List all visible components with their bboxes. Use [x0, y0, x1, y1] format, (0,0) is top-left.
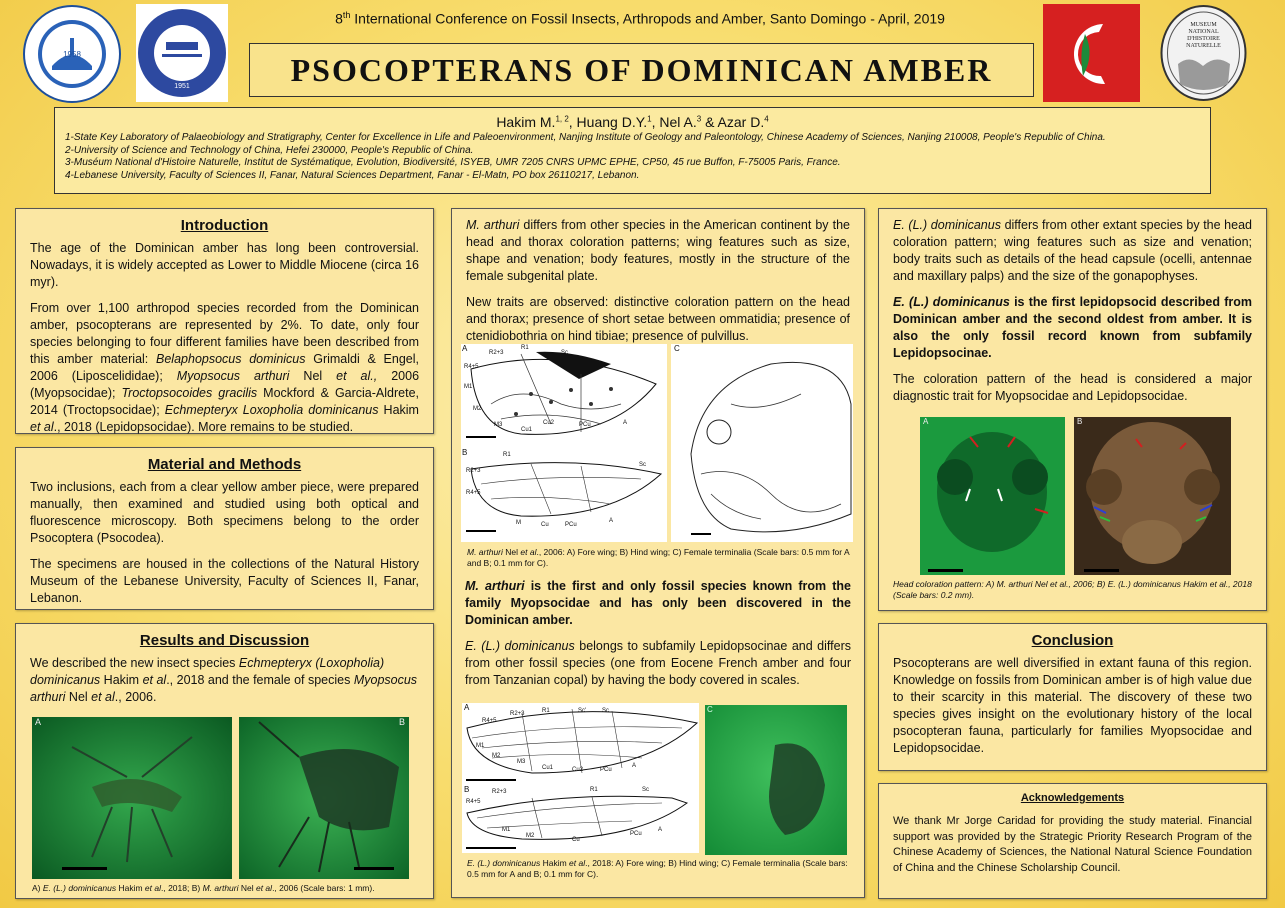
fig1-label-cu2: Cu2: [543, 420, 555, 426]
fig2-label-m3: M3: [517, 759, 526, 765]
fig1-label-b-cu: Cu: [541, 522, 549, 528]
fig2-label-sc1: Sc': [578, 708, 587, 714]
middle-p3: M. arthuri is the first and only fossil species known from the family Myopsocidae and has only been discovered in the Dominican amber.: [465, 579, 852, 627]
affiliation-4: 4-Lebanese University, Faculty of Sciences II, Fanar, Natural Sciences Department, Fanar - El-Matn, PO box 26110217, Lebanon.: [65, 169, 640, 181]
introduction-p1: The age of the Dominican amber has long been controversial. Nowadays, it is widely accepted as Lower to Middle Miocene (circa 16 myr).: [30, 241, 419, 289]
affiliation-3: 3-Muséum National d'Histoire Naturelle, Institut de Systématique, Evolution, Biodiversité, ISYEB, UMR 7205 CNRS UPMC EPHE, CP50, 45 rue Buffon, F-75005 Paris, France.: [65, 157, 841, 168]
fig2-label-b-r23: R2+3: [492, 789, 507, 795]
fig2-label-m1: M1: [476, 743, 485, 749]
amber-photo-a: [32, 717, 232, 879]
fig2-label-cu2: Cu2: [572, 767, 584, 773]
lepidopsocid-wing-drawings: [462, 703, 699, 853]
conference-line: 8th International Conference on Fossil Insects, Arthropods and Amber, Santo Domingo - April, 2019: [335, 10, 945, 27]
fig1-label-b-sc: Sc: [639, 462, 647, 468]
fig1-caption: M. arthuri Nel et al., 2006: A) Fore wing; B) Hind wing; C) Female terminalia (Scale bars: 0.5 mm for A and B; 0.1 mm for C).: [467, 547, 850, 568]
author-list: Hakim M.$^{1, 2}$, Huang D.Y.$^1$, Nel A.$^3$ & Azar D.$^4$: [496, 114, 769, 130]
fig2-label-m2: M2: [492, 753, 501, 759]
fig1-label-m1: M1: [464, 384, 473, 390]
myopsocus-wing-drawings: [461, 344, 667, 542]
head-photo-b-label: B: [1077, 417, 1083, 426]
fig2-label-b-m1: M1: [502, 827, 511, 833]
fig2-label-r23: R2+3: [510, 711, 525, 717]
fig1-label-b-r45: R4+5: [466, 490, 481, 496]
mnhn-line-1: MUSEUM: [1190, 22, 1217, 28]
conclusion-p: Psocopterans are well diversified in extant fauna of this region. Knowledge on fossils from Dominican amber is of high value due to their scarcity in this material. The discovery of these two species gives insight on the evolutionary history of the local psocopteran fauna, particularly for families Myopsocidae and Lepidopsocidae.: [893, 656, 1252, 755]
fig2-label-b-pcu: PCu: [630, 831, 642, 837]
fig1-label-c: C: [674, 344, 680, 353]
conclusion-panel: [878, 623, 1267, 771]
fig2-label-c: C: [707, 705, 713, 714]
acknowledgements-panel: [878, 783, 1267, 899]
methods-panel: [15, 447, 434, 610]
ustc-logo-year: 1958: [63, 50, 81, 59]
fig2-caption: E. (L.) dominicanus Hakim et al., 2018: A) Fore wing; B) Hind wing; C) Female terminalia (Scale bars: 0.5 mm for A and B; 0.1 mm for C).: [467, 858, 848, 879]
results-p1: We described the new insect species Echmepteryx (Loxopholia) dominicanus Hakim et al., 2018 and the female of species Myopsocus arthuri Nel et al., 2006.: [30, 656, 418, 704]
authors-box: [54, 107, 1211, 194]
fig2-label-cu1: Cu1: [542, 765, 554, 771]
head-photo-a: [920, 417, 1065, 575]
fig2-label-b-cu: Cu: [572, 837, 580, 843]
amber-photo-a-label: A: [35, 717, 42, 727]
myopsocus-terminalia-drawing: [671, 344, 853, 542]
fig2-label-b: B: [464, 785, 470, 794]
acknowledgements-heading: Acknowledgements: [1020, 792, 1125, 804]
middle-p2: New traits are observed: distinctive coloration pattern on the head and thorax; presence of short setae between ommatidia; presence of ctenidiobothria on hind tibiae; presence of pulvillus.: [466, 295, 850, 343]
amber-photo-b: [239, 717, 409, 879]
methods-p1: Two inclusions, each from a clear yellow amber piece, were prepared manually, then examined and studied using both optical and fluorescence microscopy. Both specimens belong to the order Psocoptera (Psocodea).: [30, 480, 419, 545]
fig1-label-m2: M2: [473, 406, 482, 412]
amber-photo-b-label: B: [398, 717, 405, 727]
fig1-label-b-pcu: PCu: [565, 522, 577, 528]
introduction-heading: Introduction: [180, 217, 269, 234]
mnhn-line-4: NATURELLE: [1186, 43, 1221, 49]
lebanese-university-logo: [1043, 4, 1140, 102]
methods-p2: The specimens are housed in the collections of the Natural History Museum of the Lebanese University, Faculty of Sciences II, Fanar, Lebanon.: [30, 557, 419, 605]
middle-p1: M. arthuri differs from other species in the American continent by the head and thorax coloration patterns; wing features such as size, shape and venation; body features, mostly in the structure of the female subgenital plate.: [466, 218, 850, 283]
right-p1: E. (L.) dominicanus differs from other extant species by the head coloration pattern; wing features such as size and venation; body traits such as details of the head capsule (ocelli, antennae and maxillary palps) and the size of the gonapophyses.: [893, 218, 1252, 283]
right-p2: E. (L.) dominicanus is the first lepidopsocid described from Dominican amber and the second oldest from amber. It is also the only fossil record known from subfamily Lepidopsocinae.: [893, 295, 1252, 360]
conclusion-heading: Conclusion: [1031, 632, 1114, 649]
mnhn-line-2: NATIONAL: [1188, 29, 1219, 35]
middle-text-lower: [465, 578, 851, 689]
results-heading: Results and Discussion: [139, 632, 310, 649]
fig1-label-sc: Sc: [561, 350, 569, 356]
fig1-label-b-r23: R2+3: [466, 468, 481, 474]
introduction-panel: [15, 208, 434, 434]
mnhn-logo: [1160, 4, 1247, 102]
right-p3: The coloration pattern of the head is considered a major diagnostic trait for Myopsocidae and Lepidopsocidae.: [893, 372, 1252, 403]
fig2-label-a: A: [464, 703, 470, 712]
head-figure-caption: Head coloration pattern: A) M. arthuri Nel et al., 2006; B) E. (L.) dominicanus Hakim et al., 2018 (Scale bars: 0.2 mm).: [893, 579, 1252, 600]
fig1-label-pcu: PCu: [579, 422, 591, 428]
fig2-label-b-r1: R1: [590, 787, 598, 793]
fig2-label-sc: Sc: [602, 708, 610, 714]
ustc-logo: [22, 4, 122, 104]
fig1-label-r23: R2+3: [489, 350, 504, 356]
head-photo-b: [1074, 417, 1231, 575]
fig2-label-r1: R1: [542, 708, 550, 714]
lepidopsocid-terminalia-photo: [705, 705, 847, 855]
fig2-label-b-m2: M2: [526, 833, 535, 839]
fig1-label-r45: R4+5: [464, 364, 479, 370]
introduction-p2: From over 1,100 arthropod species recorded from the Dominican amber, psocopterans are represented by 2%. To date, only four species belonging to four different families have been described from this amber material: Belaphopsocus dominicus Grimaldi & Engel, 2006 (Liposcelididae); Myopsocus arthuri Nel et al., 2006 (Myopsocidae); Troctopsocoides gracilis Mockford & Garcia-Aldrete, 2014 (Troctopsocidae); Echmepteryx Loxopholia dominicanus Hakim et al., 2018 (Lepidopsocidae). More remains to be studied.: [30, 301, 420, 434]
fig1-label-a: A: [462, 344, 468, 353]
fig2-label-r45: R4+5: [482, 718, 497, 724]
fig1-label-b-a: A: [609, 518, 614, 524]
fig2-label-a-vein: A: [632, 763, 637, 769]
methods-heading: Material and Methods: [147, 456, 302, 473]
fig1-label-a-vein: A: [623, 420, 628, 426]
poster-title: PSOCOPTERANS OF DOMINICAN AMBER: [249, 43, 1034, 97]
results-figure-caption: A) E. (L.) dominicanus Hakim et al., 2018; B) M. arthuri Nel et al., 2006 (Scale bars: 1 mm).: [32, 883, 375, 893]
fig1-label-b-m: M: [516, 520, 521, 526]
fig2-label-pcu: PCu: [600, 767, 612, 773]
head-photo-a-label: A: [923, 417, 929, 426]
fig1-label-cu1: Cu1: [521, 427, 533, 433]
affiliation-1: 1-State Key Laboratory of Palaeobiology and Stratigraphy, Center for Excellence in Life and Paleoenvironment, Nanjing Institute of Geology and Paleontology, Chinese Academy of Sciences, Nanjing 210008, People's Republic of China.: [65, 132, 1106, 143]
fig1-label-m3: M3: [494, 422, 503, 428]
middle-p4: E. (L.) dominicanus belongs to subfamily Lepidopsocinae and differs from other fossil species (one from Eocene French amber and four from Tanzanian copal) by having the body covered in scales.: [465, 639, 852, 687]
nigp-logo: [136, 4, 228, 102]
fig2-label-b-a: A: [658, 827, 663, 833]
fig2-label-b-r45: R4+5: [466, 799, 481, 805]
mnhn-line-3: D'HISTOIRE: [1187, 36, 1220, 42]
fig1-label-r1: R1: [521, 345, 529, 351]
nigp-logo-year: 1951: [174, 83, 190, 90]
fig1-label-b: B: [462, 448, 468, 457]
fig2-label-b-sc: Sc: [642, 787, 650, 793]
acknowledgements-p: We thank Mr Jorge Caridad for providing the study material. Financial support was provided by the Strategic Priority Research Program of the Chinese Academy of Sciences, the National Natural Science Foundation of China and the Chinese Scholarship Council.: [893, 815, 1252, 874]
fig1-label-b-r1: R1: [503, 452, 511, 458]
affiliation-2: 2-University of Science and Technology of China, Hefei 230000, People's Republic of China.: [65, 144, 474, 156]
